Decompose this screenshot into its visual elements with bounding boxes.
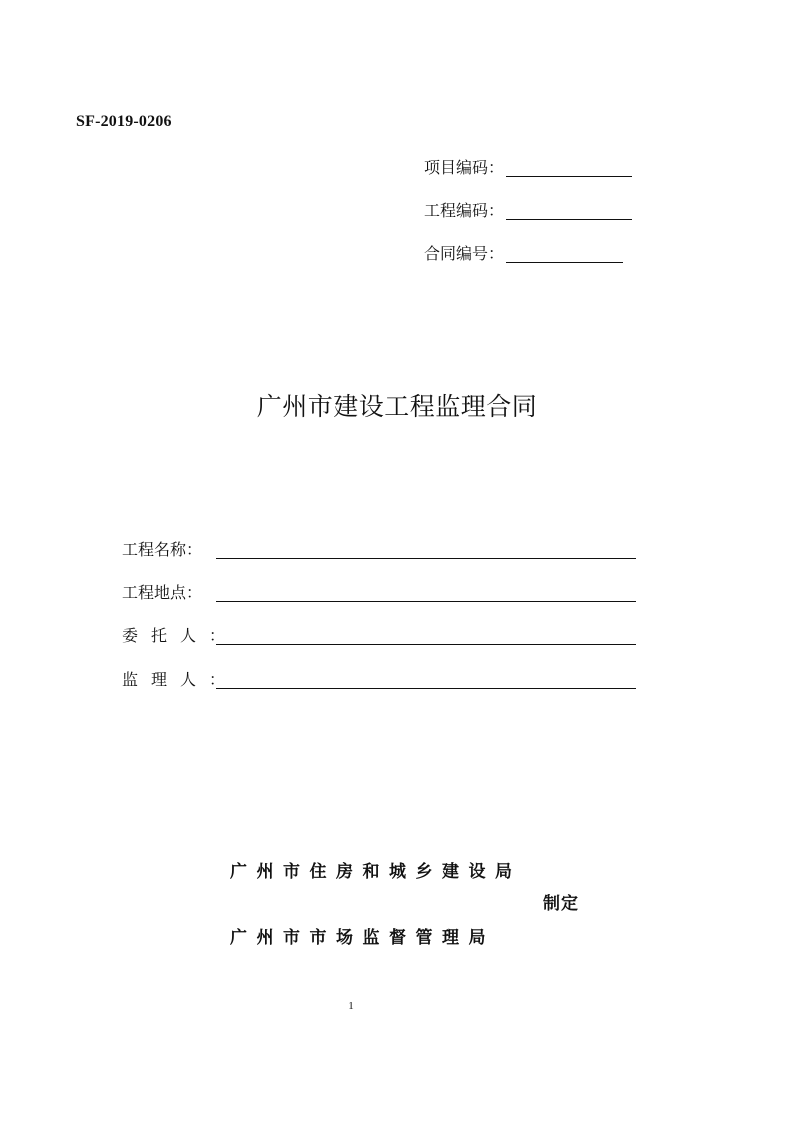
issuer-market-bureau: 广州市市场监督管理局 bbox=[230, 928, 495, 948]
issuer-housing-bureau: 广州市住房和城乡建设局 bbox=[230, 862, 522, 882]
project-location-field[interactable] bbox=[216, 600, 636, 602]
contract-no-label: 合同编号： bbox=[424, 244, 505, 263]
client-field[interactable] bbox=[216, 643, 636, 645]
project-location-row bbox=[122, 577, 636, 603]
supervisor-label: 监理人： bbox=[122, 670, 239, 689]
page-number: 1 bbox=[348, 1000, 354, 1012]
project-name-row bbox=[122, 534, 636, 560]
contract-no-row bbox=[424, 240, 623, 264]
client-label: 委托人： bbox=[122, 626, 239, 645]
project-name-field[interactable] bbox=[216, 557, 636, 559]
document-code: SF-2019-0206 bbox=[76, 113, 172, 130]
contract-no-field[interactable] bbox=[506, 261, 623, 263]
issued-by-label: 制定 bbox=[543, 894, 579, 914]
engineering-code-label: 工程编码： bbox=[424, 201, 505, 220]
project-code-label: 项目编码： bbox=[424, 158, 505, 177]
engineering-code-row bbox=[424, 197, 632, 221]
client-row bbox=[122, 620, 636, 646]
project-code-row bbox=[424, 154, 632, 178]
project-location-label: 工程地点： bbox=[122, 583, 203, 602]
project-code-field[interactable] bbox=[506, 175, 632, 177]
engineering-code-field[interactable] bbox=[506, 218, 632, 220]
project-name-label: 工程名称： bbox=[122, 540, 203, 559]
document-title: 广州市建设工程监理合同 bbox=[256, 392, 538, 421]
supervisor-row bbox=[122, 664, 636, 690]
supervisor-field[interactable] bbox=[216, 687, 636, 689]
